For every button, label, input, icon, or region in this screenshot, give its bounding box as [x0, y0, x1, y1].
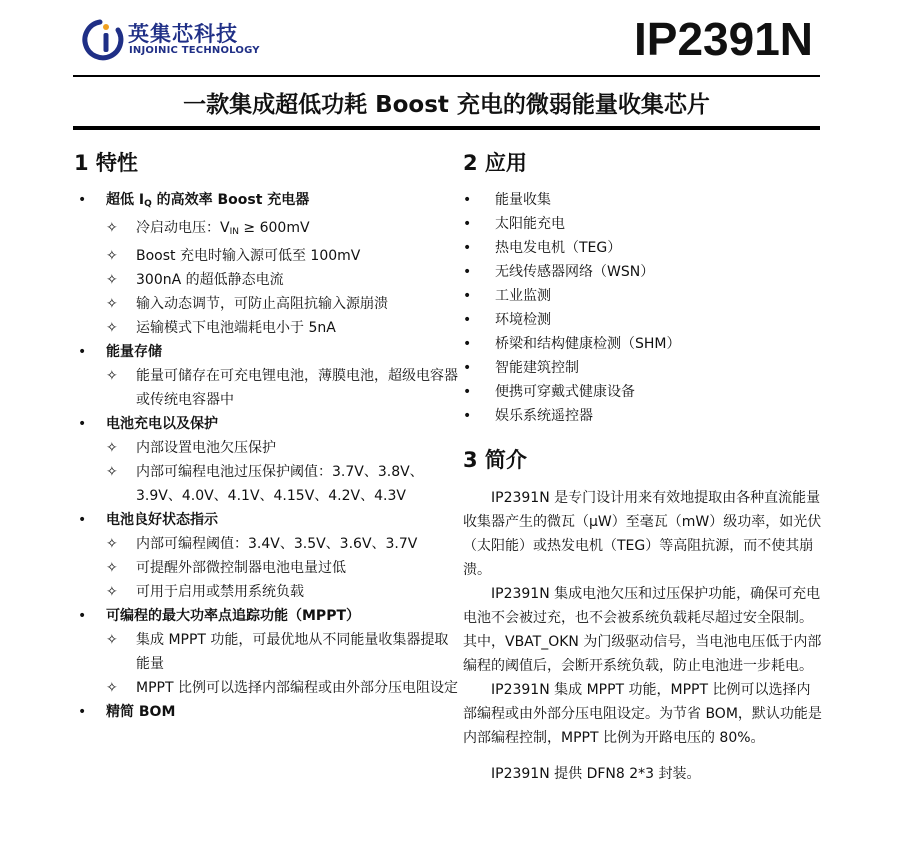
application-item: • 无线传感器网络（WSN）: [463, 260, 823, 284]
header-divider: [73, 75, 820, 77]
logo-arc-icon: [85, 22, 121, 58]
diamond-bullet-icon: ✧: [106, 536, 118, 552]
feature-item: • 能量存储: [78, 340, 458, 364]
application-item: • 智能建筑控制: [463, 356, 823, 380]
intro-heading: 3 简介: [463, 448, 527, 472]
feature-item: • 可编程的最大功率点追踪功能（MPPT）: [78, 604, 458, 628]
diamond-bullet-icon: ✧: [106, 248, 118, 264]
diamond-bullet-icon: ✧: [106, 560, 118, 576]
feature-subitem: ✧ 内部设置电池欠压保护: [78, 436, 458, 460]
diamond-bullet-icon: ✧: [106, 632, 118, 648]
features-list: [78, 188, 458, 724]
subtitle-divider: [73, 126, 820, 130]
intro-paragraph: IP2391N 集成电池欠压和过压保护功能，确保可充电电池不会被过充，也不会被系统负载耗尽超过安全限制。其中，VBAT_OKN 为门级驱动信号，当电池电压低于内部编程的阈值后，会断开系统负载，防止电池进一步耗电。: [463, 586, 822, 674]
feature-item: • 电池良好状态指示: [78, 508, 458, 532]
feature-item: • 电池充电以及保护: [78, 412, 458, 436]
application-item: • 热电发电机（TEG）: [463, 236, 823, 260]
feature-subitem: ✧ 集成 MPPT 功能，可最优地从不同能量收集器提取能量: [78, 628, 458, 676]
diamond-bullet-icon: ✧: [106, 368, 118, 384]
application-item: • 桥梁和结构健康检测（SHM）: [463, 332, 823, 356]
feature-subitem: ✧ Boost 充电时输入源可低至 100mV: [78, 244, 458, 268]
brand-name-cn: 英集芯科技: [128, 22, 238, 46]
feature-subitem: ✧ 300nA 的超低静态电流: [78, 268, 458, 292]
intro-paragraph: IP2391N 是专门设计用来有效地提取由各种直流能量收集器产生的微瓦（μW）至毫瓦（mW）级功率，如光伏（太阳能）或热发电机（TEG）等高阻抗源，而不使其崩溃。: [463, 490, 822, 578]
feature-subitem: ✧ MPPT 比例可以选择内部编程或由外部分压电阻设定: [78, 676, 458, 700]
diamond-bullet-icon: ✧: [106, 464, 118, 480]
application-item: • 太阳能充电: [463, 212, 823, 236]
diamond-bullet-icon: ✧: [106, 320, 118, 336]
application-item: • 工业监测: [463, 284, 823, 308]
feature-subitem: ✧ 输入动态调节，可防止高阻抗输入源崩溃: [78, 292, 458, 316]
diamond-bullet-icon: ✧: [106, 584, 118, 600]
diamond-bullet-icon: ✧: [106, 272, 118, 288]
intro-paragraph: IP2391N 集成 MPPT 功能，MPPT 比例可以选择内部编程或由外部分压电阻设定。为节省 BOM，默认功能是内部编程控制，MPPT 比例为开路电压的 80%。: [463, 682, 822, 746]
diamond-bullet-icon: ✧: [106, 680, 118, 696]
application-item: • 环境检测: [463, 308, 823, 332]
logo-dot-icon: [103, 24, 109, 30]
document-subtitle: 一款集成超低功耗 Boost 充电的微弱能量收集芯片: [183, 92, 710, 118]
feature-item: • 精简 BOM: [78, 700, 458, 724]
applications-list: [463, 188, 823, 428]
features-heading: 1 特性: [74, 151, 138, 175]
feature-subitem: ✧ 可用于启用或禁用系统负载: [78, 580, 458, 604]
application-item: • 娱乐系统遥控器: [463, 404, 823, 428]
feature-subitem: ✧ 内部可编程电池过压保护阈值：3.7V、3.8V、3.9V、4.0V、4.1V、4.15V、4.2V、4.3V: [78, 460, 458, 508]
application-item: • 便携可穿戴式健康设备: [463, 380, 823, 404]
brand-name-en: INJOINIC TECHNOLOGY: [129, 45, 260, 56]
intro-paragraph: IP2391N 提供 DFN8 2*3 封装。: [491, 766, 701, 782]
feature-item: • 超低 $I_Q$ 的高效率 Boost 充电器: [78, 188, 458, 216]
logo-bar-icon: [104, 33, 109, 52]
diamond-bullet-icon: ✧: [106, 296, 118, 312]
application-item: • 能量收集: [463, 188, 823, 212]
feature-subitem: ✧ 能量可储存在可充电锂电池，薄膜电池，超级电容器或传统电容器中: [78, 364, 458, 412]
part-number: IP2391N: [633, 13, 813, 65]
diamond-bullet-icon: ✧: [106, 220, 118, 236]
feature-subitem: ✧ 可提醒外部微控制器电池电量过低: [78, 556, 458, 580]
intro-body: [463, 486, 823, 786]
feature-subitem: ✧ 冷启动电压：$V_{IN} \ge 600mV$: [78, 216, 458, 244]
applications-heading: 2 应用: [463, 151, 527, 175]
diamond-bullet-icon: ✧: [106, 440, 118, 456]
feature-subitem: ✧ 内部可编程阈值：3.4V、3.5V、3.6V、3.7V: [78, 532, 458, 556]
feature-subitem: ✧ 运输模式下电池端耗电小于 5nA: [78, 316, 458, 340]
